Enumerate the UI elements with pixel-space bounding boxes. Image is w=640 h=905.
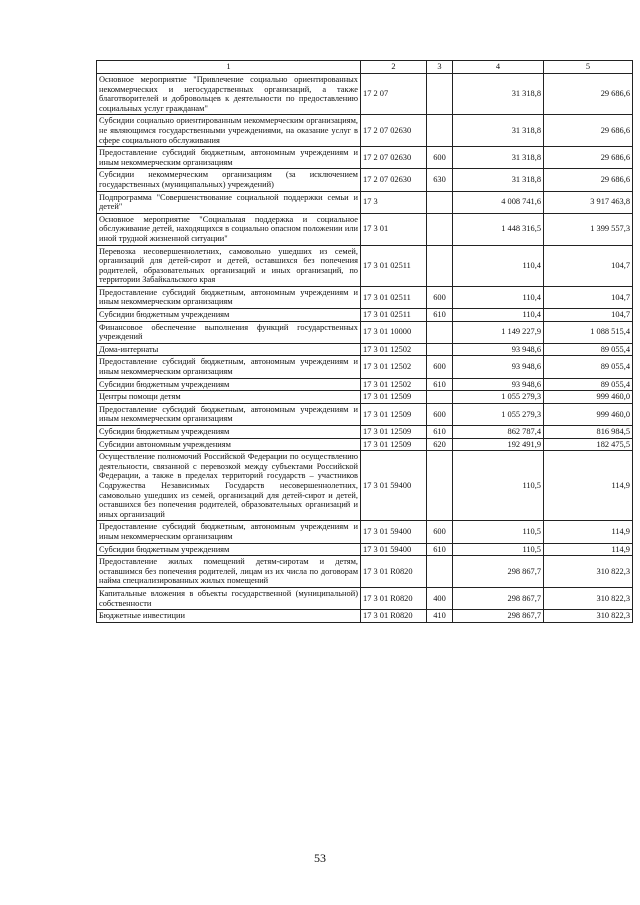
expense-type	[427, 191, 453, 213]
amount-col5: 104,7	[544, 309, 633, 322]
expense-type: 600	[427, 147, 453, 169]
item-code: 17 3 01 12502	[361, 356, 427, 378]
item-name: Центры помощи детям	[97, 391, 361, 404]
amount-col5: 104,7	[544, 286, 633, 308]
table-row	[97, 74, 633, 115]
amount-col4: 298 867,7	[453, 587, 544, 609]
item-code: 17 3 01 02511	[361, 286, 427, 308]
item-name: Основное мероприятие "Привлечение социально ориентированных некоммерческих и негосударственных организаций, а также благотворителей и добровольцев к деятельности по предоставлению социальных услуг гражданам"	[97, 74, 361, 115]
expense-type	[427, 74, 453, 115]
amount-col4: 192 491,9	[453, 438, 544, 451]
amount-col4: 31 318,8	[453, 147, 544, 169]
item-name: Субсидии бюджетным учреждениям	[97, 378, 361, 391]
amount-col5: 310 822,3	[544, 556, 633, 588]
amount-col5: 29 686,6	[544, 147, 633, 169]
table-row	[97, 403, 633, 425]
amount-col4: 4 008 741,6	[453, 191, 544, 213]
table-row	[97, 438, 633, 451]
item-code: 17 3 01 12509	[361, 403, 427, 425]
table-row	[97, 451, 633, 521]
item-name: Субсидии социально ориентированным некоммерческим организациям, не являющимся государственными учреждениями, на оказание услуг в сфере социального обслуживания	[97, 115, 361, 147]
expense-type	[427, 115, 453, 147]
amount-col5: 114,9	[544, 543, 633, 556]
amount-col5: 89 055,4	[544, 343, 633, 356]
amount-col5: 29 686,6	[544, 74, 633, 115]
item-code: 17 3 01 02511	[361, 309, 427, 322]
table-row	[97, 610, 633, 623]
table-body	[97, 74, 633, 623]
amount-col5: 310 822,3	[544, 610, 633, 623]
item-name: Субсидии бюджетным учреждениям	[97, 309, 361, 322]
table-row	[97, 321, 633, 343]
item-name: Капитальные вложения в объекты государственной (муниципальной) собственности	[97, 587, 361, 609]
expense-type	[427, 321, 453, 343]
item-name: Перевозка несовершеннолетних, самовольно ушедших из семей, организаций для детей-сирот и детей, оставшихся без попечения родителей, образовательных организаций и иных организаций, по территории Забайкальского края	[97, 245, 361, 286]
amount-col5: 29 686,6	[544, 115, 633, 147]
expense-type: 610	[427, 543, 453, 556]
amount-col4: 110,5	[453, 543, 544, 556]
item-code: 17 3 01 12502	[361, 378, 427, 391]
amount-col4: 93 948,6	[453, 343, 544, 356]
amount-col5: 182 475,5	[544, 438, 633, 451]
header-cell: 4	[453, 61, 544, 74]
amount-col5: 3 917 463,8	[544, 191, 633, 213]
amount-col5: 816 984,5	[544, 426, 633, 439]
expense-type: 610	[427, 426, 453, 439]
table-row	[97, 391, 633, 404]
item-code: 17 2 07 02630	[361, 115, 427, 147]
item-code: 17 3	[361, 191, 427, 213]
page-number: 53	[314, 851, 326, 865]
header-cell: 1	[97, 61, 361, 74]
amount-col5: 89 055,4	[544, 378, 633, 391]
amount-col4: 1 448 316,5	[453, 213, 544, 245]
amount-col4: 93 948,6	[453, 378, 544, 391]
item-name: Предоставление жилых помещений детям-сиротам и детям, оставшимся без попечения родителей, лицам из их числа по договорам найма специализированных жилых помещений	[97, 556, 361, 588]
table-row	[97, 378, 633, 391]
item-code: 17 2 07	[361, 74, 427, 115]
expense-type	[427, 391, 453, 404]
item-name: Предоставление субсидий бюджетным, автономным учреждениям и иным некоммерческим организациям	[97, 286, 361, 308]
item-name: Предоставление субсидий бюджетным, автономным учреждениям и иным некоммерческим организациям	[97, 403, 361, 425]
table-row	[97, 356, 633, 378]
item-code: 17 3 01 R0820	[361, 587, 427, 609]
item-name: Предоставление субсидий бюджетным, автономным учреждениям и иным некоммерческим организациям	[97, 356, 361, 378]
table-row	[97, 115, 633, 147]
item-name: Осуществление полномочий Российской Федерации по осуществлению деятельности, связанной с перевозкой между субъектами Российской Федерации, а также в пределах территорий государств – участников Содружества Независимых Государств несовершеннолетних, самовольно ушедших из семей, организаций для детей-сирот и детей, оставшихся без попечения родителей, образовательных организаций и иных организаций	[97, 451, 361, 521]
item-name: Субсидии некоммерческим организациям (за исключением государственных (муниципальных) учреждений)	[97, 169, 361, 191]
item-code: 17 3 01 12502	[361, 343, 427, 356]
amount-col4: 31 318,8	[453, 115, 544, 147]
item-code: 17 3 01 12509	[361, 426, 427, 439]
table-row	[97, 213, 633, 245]
amount-col4: 110,4	[453, 309, 544, 322]
amount-col4: 110,5	[453, 521, 544, 543]
expense-type: 600	[427, 286, 453, 308]
amount-col5: 999 460,0	[544, 391, 633, 404]
expense-type: 400	[427, 587, 453, 609]
amount-col5: 310 822,3	[544, 587, 633, 609]
amount-col4: 31 318,8	[453, 74, 544, 115]
expense-type: 410	[427, 610, 453, 623]
expense-type	[427, 213, 453, 245]
item-code: 17 3 01 12509	[361, 438, 427, 451]
item-code: 17 3 01 59400	[361, 521, 427, 543]
amount-col5: 1 088 515,4	[544, 321, 633, 343]
table-row	[97, 543, 633, 556]
amount-col4: 1 149 227,9	[453, 321, 544, 343]
item-code: 17 3 01 R0820	[361, 556, 427, 588]
table-row	[97, 521, 633, 543]
item-code: 17 3 01 59400	[361, 451, 427, 521]
item-name: Субсидии бюджетным учреждениям	[97, 543, 361, 556]
item-code: 17 3 01	[361, 213, 427, 245]
item-name: Подпрограмма "Совершенствование социальной поддержки семьи и детей"	[97, 191, 361, 213]
table-row	[97, 286, 633, 308]
expense-type	[427, 451, 453, 521]
header-cell: 3	[427, 61, 453, 74]
header-cell: 2	[361, 61, 427, 74]
expense-type: 600	[427, 403, 453, 425]
amount-col5: 104,7	[544, 245, 633, 286]
expense-type	[427, 343, 453, 356]
header-row	[97, 61, 633, 74]
table-row	[97, 245, 633, 286]
expense-type: 630	[427, 169, 453, 191]
item-code: 17 3 01 02511	[361, 245, 427, 286]
amount-col4: 1 055 279,3	[453, 391, 544, 404]
expense-type: 620	[427, 438, 453, 451]
amount-col4: 31 318,8	[453, 169, 544, 191]
amount-col4: 298 867,7	[453, 610, 544, 623]
expense-type: 600	[427, 521, 453, 543]
amount-col4: 298 867,7	[453, 556, 544, 588]
item-name: Субсидии автономным учреждениям	[97, 438, 361, 451]
item-code: 17 3 01 12509	[361, 391, 427, 404]
item-code: 17 2 07 02630	[361, 169, 427, 191]
item-name: Дома-интернаты	[97, 343, 361, 356]
item-name: Финансовое обеспечение выполнения функций государственных учреждений	[97, 321, 361, 343]
amount-col4: 1 055 279,3	[453, 403, 544, 425]
amount-col4: 93 948,6	[453, 356, 544, 378]
amount-col4: 110,4	[453, 245, 544, 286]
expense-type: 610	[427, 378, 453, 391]
amount-col4: 110,5	[453, 451, 544, 521]
table-row	[97, 556, 633, 588]
amount-col5: 1 399 557,3	[544, 213, 633, 245]
item-name: Субсидии бюджетным учреждениям	[97, 426, 361, 439]
budget-table	[96, 60, 633, 623]
amount-col5: 999 460,0	[544, 403, 633, 425]
amount-col5: 114,9	[544, 451, 633, 521]
item-code: 17 3 01 R0820	[361, 610, 427, 623]
expense-type	[427, 245, 453, 286]
item-name: Бюджетные инвестиции	[97, 610, 361, 623]
amount-col5: 114,9	[544, 521, 633, 543]
expense-type	[427, 556, 453, 588]
amount-col5: 89 055,4	[544, 356, 633, 378]
table-row	[97, 169, 633, 191]
table-row	[97, 147, 633, 169]
table-row	[97, 343, 633, 356]
table-row	[97, 426, 633, 439]
item-code: 17 2 07 02630	[361, 147, 427, 169]
expense-type: 610	[427, 309, 453, 322]
item-code: 17 3 01 10000	[361, 321, 427, 343]
expense-type: 600	[427, 356, 453, 378]
amount-col4: 862 787,4	[453, 426, 544, 439]
table-row	[97, 587, 633, 609]
item-name: Предоставление субсидий бюджетным, автономным учреждениям и иным некоммерческим организациям	[97, 521, 361, 543]
table-row	[97, 191, 633, 213]
amount-col4: 110,4	[453, 286, 544, 308]
header-cell: 5	[544, 61, 633, 74]
item-name: Основное мероприятие "Социальная поддержка и социальное обслуживание детей, находящихся в социально опасном положении или иной трудной жизненной ситуации"	[97, 213, 361, 245]
table-row	[97, 309, 633, 322]
item-name: Предоставление субсидий бюджетным, автономным учреждениям и иным некоммерческим организациям	[97, 147, 361, 169]
item-code: 17 3 01 59400	[361, 543, 427, 556]
amount-col5: 29 686,6	[544, 169, 633, 191]
